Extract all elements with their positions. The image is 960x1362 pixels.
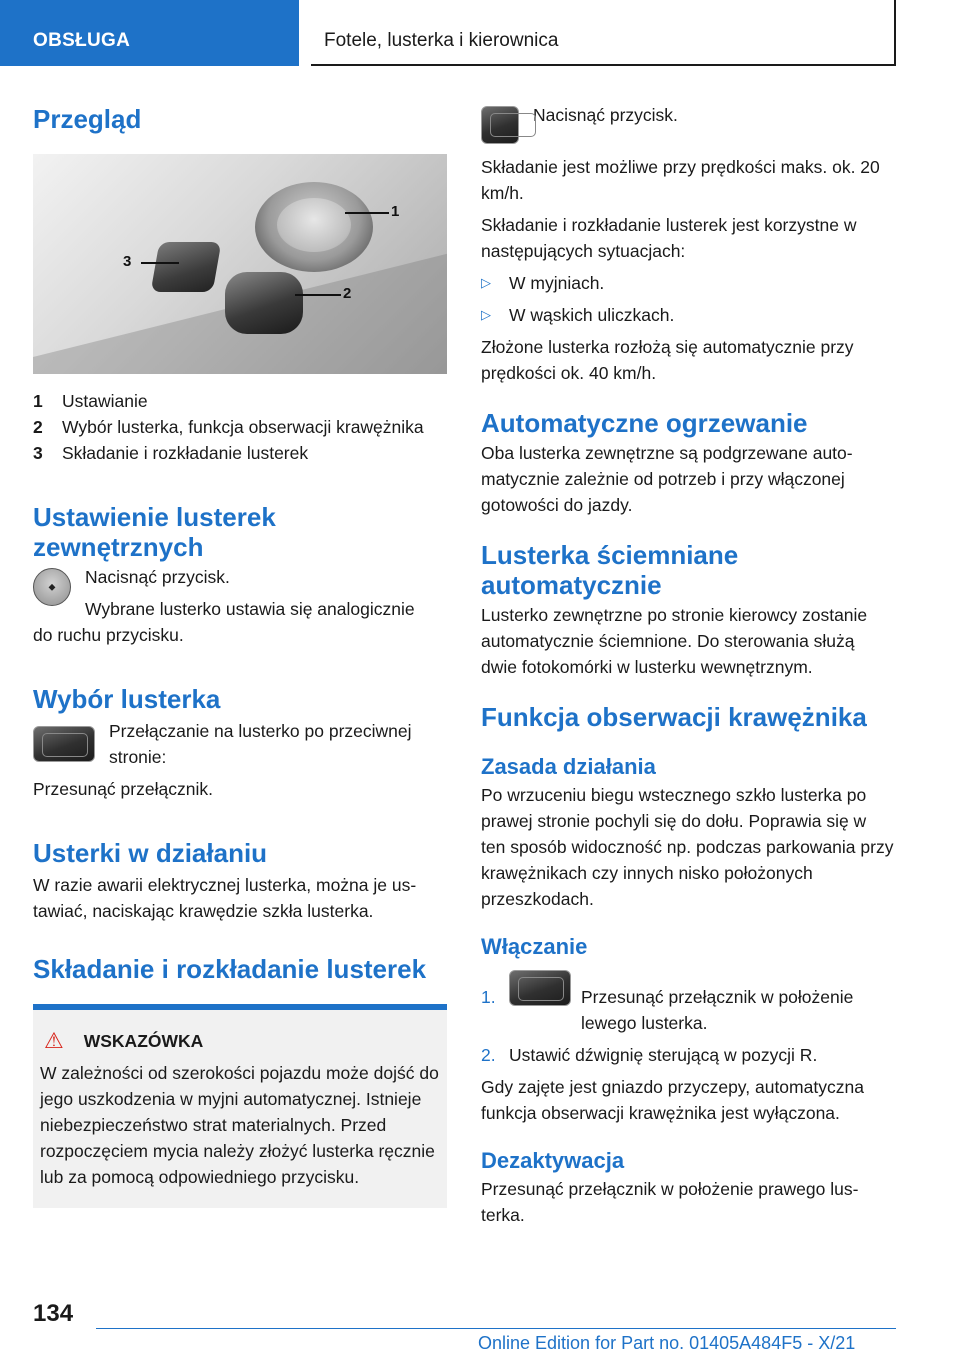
heading-setting: Ustawienie lusterek zewnętrznych <box>33 502 276 562</box>
choice-text-2: Przesunąć przełącznik. <box>33 779 213 799</box>
list-item: ▷ W myjniach. <box>481 270 895 296</box>
photo-label-2: 2 <box>343 285 352 302</box>
heading-activation: Włączanie <box>481 934 588 959</box>
footer-edition: Online Edition for Part no. 01405A484F5 - X/21 <box>478 1333 856 1353</box>
heading-choice: Wybór lusterka <box>33 684 221 714</box>
choice-text-1: Przełączanie na lusterko po przeciwnej stronie: <box>109 721 412 767</box>
list-item: ▷ W wąskich uliczkach. <box>481 302 895 328</box>
left-column <box>33 96 447 1208</box>
setting-text-2a: Wybrane lusterko ustawia się analogicznie <box>85 599 415 619</box>
heading-curb: Funkcja obserwacji krawężnika <box>481 702 867 732</box>
header-chapter-label: Fotele, lusterka i kierownica <box>324 30 559 51</box>
fold-text-3: Składanie i rozkładanie lusterek jest korzystne w następujących sytuacjach: <box>481 215 857 261</box>
warning-title: WSKAZÓWKA <box>83 1030 204 1051</box>
fold-text-4: Złożone lusterka rozłożą się automatycznie przy prędkości ok. 40 km/h. <box>481 337 854 383</box>
mirror-controls-photo <box>33 154 447 374</box>
activation-steps <box>481 970 895 1068</box>
fold-situations-list <box>481 270 895 328</box>
bullet-triangle-icon: ▷ <box>481 275 491 290</box>
heading-fault: Usterki w działaniu <box>33 838 268 868</box>
heading-heating: Automatyczne ogrzewanie <box>481 408 808 438</box>
fold-button <box>151 242 222 292</box>
fault-text: W razie awarii elektrycznej lusterka, można je ustawiać, naciskając krawędzie szkła lusterka. <box>33 875 417 921</box>
activation-text: Gdy zajęte jest gniazdo przyczepy, automatyczna funkcja obserwacji krawężnika jest wyłączona. <box>481 1077 864 1123</box>
header-section-label: OBSŁUGA <box>33 30 131 51</box>
right-column <box>481 96 895 1228</box>
mirror-adjust-button-icon: ⬥ <box>33 568 71 606</box>
heading-fold: Składanie i rozkładanie lusterek <box>33 954 427 984</box>
list-item: 2. Ustawić dźwignię sterującą w pozycji R. <box>481 1045 818 1065</box>
setting-text-1: Nacisnąć przycisk. <box>85 567 230 587</box>
heading-overview: Przegląd <box>33 104 142 134</box>
bullet-triangle-icon: ▷ <box>481 307 491 322</box>
mirror-switch-icon <box>509 970 571 1006</box>
header-chapter-box <box>311 0 896 66</box>
fold-text-1: Nacisnąć przycisk. <box>533 105 678 125</box>
footer-rule <box>96 1328 896 1329</box>
principle-text: Po wrzuceniu biegu wstecznego szkło lusterka po prawej stronie pochyli się do dołu. Poprawia się w ten sposób widoczność np. podczas parkowania przy krawężnikach czy innych nisko położonych przeszkodach. <box>481 785 894 909</box>
list-item: 1. Przesunąć przełącznik w położenie lewego lusterka. <box>481 970 895 1036</box>
warning-triangle-icon: ⚠ <box>44 1028 64 1053</box>
warning-box <box>33 1004 447 1208</box>
fold-text-2: Składanie jest możliwe przy prędkości maks. ok. 20 km/h. <box>481 157 880 203</box>
mirror-select-switch <box>225 272 303 334</box>
fold-button-icon <box>481 106 519 144</box>
photo-label-3: 3 <box>123 253 132 270</box>
photo-legend <box>33 388 447 466</box>
dimming-text: Lusterko zewnętrzne po stronie kierowcy zostanie automatycznie ściemnione. Do sterowania służą dwie fotokomórki w lusterku wewnętrznym. <box>481 605 868 677</box>
heading-deactivation: Dezaktywacja <box>481 1148 625 1173</box>
warning-text: W zależności od szerokości pojazdu może dojść do jego uszkodzenia w myjni automatycznej. Istnieje niebezpieczeństwo strat materialnych. Przed rozpoczęciem mycia należy złożyć lusterka ręcznie lub za pomocą odpowiedniego przycisku. <box>40 1063 439 1187</box>
legend-item: 1 Ustawianie <box>33 391 148 411</box>
header-section-tab <box>0 0 299 66</box>
photo-label-1: 1 <box>391 203 400 220</box>
setting-text-2b: do ruchu przycisku. <box>33 625 184 645</box>
deactivation-text: Przesunąć przełącznik w położenie prawego lusterka. <box>481 1179 859 1225</box>
page-number: 134 <box>33 1300 74 1327</box>
legend-item: 3 Składanie i rozkładanie lusterek <box>33 443 309 463</box>
heating-text: Oba lusterka zewnętrzne są podgrzewane automatycznie zależnie od potrzeb i przy włączonej gotowości do jazdy. <box>481 443 853 515</box>
legend-item: 2 Wybór lusterka, funkcja obserwacji krawężnika <box>33 417 424 437</box>
mirror-switch-icon <box>33 726 95 762</box>
heading-principle: Zasada działania <box>481 754 656 779</box>
heading-dimming: Lusterka ściemniane automatycznie <box>481 540 739 600</box>
